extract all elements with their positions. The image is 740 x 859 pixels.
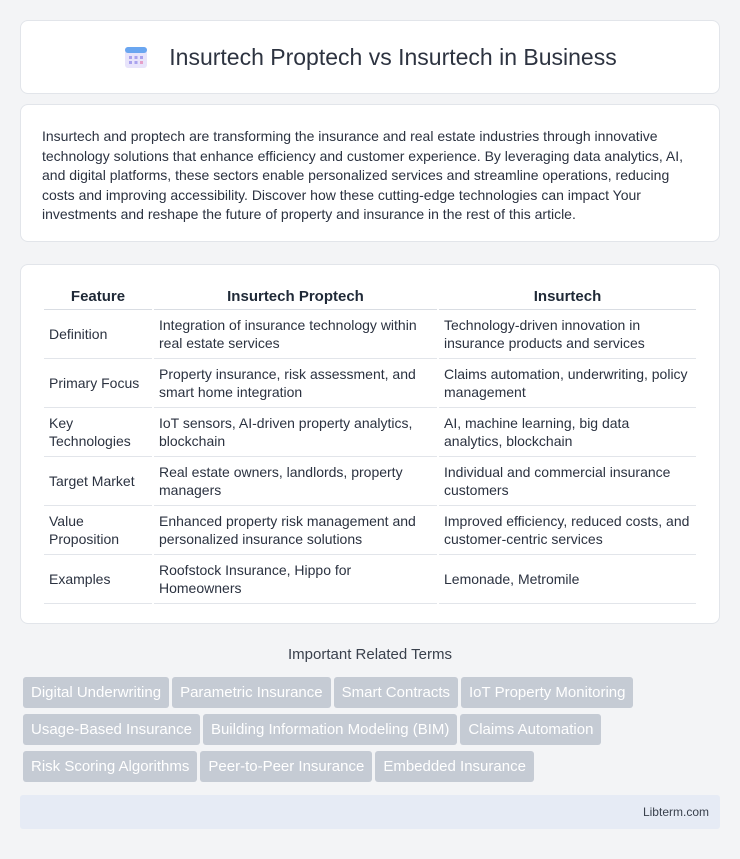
table-cell: Real estate owners, landlords, property managers xyxy=(154,457,437,506)
footer-site-link[interactable]: Libterm.com xyxy=(642,805,709,819)
table-cell: Roofstock Insurance, Hippo for Homeowners xyxy=(154,555,437,604)
related-term-tag[interactable]: Smart Contracts xyxy=(334,677,458,708)
table-cell: Definition xyxy=(44,310,152,359)
related-terms-list xyxy=(23,677,703,788)
comparison-table-card xyxy=(20,264,720,624)
table-cell: IoT sensors, AI-driven property analytics, blockchain xyxy=(154,408,437,457)
table-cell: Integration of insurance technology within real estate services xyxy=(154,310,437,359)
related-term-tag[interactable]: Digital Underwriting xyxy=(23,677,169,708)
table-cell: Primary Focus xyxy=(44,359,152,408)
table-row xyxy=(44,506,696,555)
table-cell: Target Market xyxy=(44,457,152,506)
comparison-table xyxy=(42,285,698,604)
related-term-tag[interactable]: Claims Automation xyxy=(460,714,601,745)
table-cell: Claims automation, underwriting, policy management xyxy=(439,359,696,408)
related-term-tag[interactable]: Usage-Based Insurance xyxy=(23,714,200,745)
intro-text: Insurtech and proptech are transforming the insurance and real estate industries through innovative technology solutions that enhance efficiency and customer experience. By leveraging data analytics, AI, and digital platforms, these sectors enable personalized services and streamline operations, reducing costs and improving accessibility. Discover how these cutting-edge technologies can impact Your investments and reshape the future of property and insurance in the rest of this article. xyxy=(42,128,684,222)
table-cell: Key Technologies xyxy=(44,408,152,457)
table-cell: Examples xyxy=(44,555,152,604)
table-cell: Improved efficiency, reduced costs, and customer-centric services xyxy=(439,506,696,555)
table-cell: Lemonade, Metromile xyxy=(439,555,696,604)
table-header-row xyxy=(44,285,696,310)
table-cell: Property insurance, risk assessment, and smart home integration xyxy=(154,359,437,408)
related-term-tag[interactable]: Building Information Modeling (BIM) xyxy=(203,714,457,745)
table-cell: Enhanced property risk management and personalized insurance solutions xyxy=(154,506,437,555)
table-row xyxy=(44,359,696,408)
table-cell: AI, machine learning, big data analytics, blockchain xyxy=(439,408,696,457)
related-term-tag[interactable]: Risk Scoring Algorithms xyxy=(23,751,197,782)
related-term-tag[interactable]: Parametric Insurance xyxy=(172,677,331,708)
column-header: Insurtech xyxy=(439,285,696,310)
page-title: Insurtech Proptech vs Insurtech in Business xyxy=(169,43,617,70)
table-cell: Technology-driven innovation in insurance products and services xyxy=(439,310,696,359)
related-term-tag[interactable]: IoT Property Monitoring xyxy=(461,677,633,708)
related-term-tag[interactable]: Embedded Insurance xyxy=(375,751,534,782)
table-cell: Value Proposition xyxy=(44,506,152,555)
intro-card xyxy=(20,104,720,242)
calendar-grid-icon xyxy=(123,44,149,70)
table-row xyxy=(44,457,696,506)
column-header: Feature xyxy=(44,285,152,310)
column-header: Insurtech Proptech xyxy=(154,285,437,310)
table-row xyxy=(44,408,696,457)
related-term-tag[interactable]: Peer-to-Peer Insurance xyxy=(200,751,372,782)
header-card xyxy=(20,20,720,94)
table-row xyxy=(44,555,696,604)
footer xyxy=(20,795,720,829)
table-cell: Individual and commercial insurance customers xyxy=(439,457,696,506)
table-row xyxy=(44,310,696,359)
related-terms-title: Important Related Terms xyxy=(288,646,452,663)
